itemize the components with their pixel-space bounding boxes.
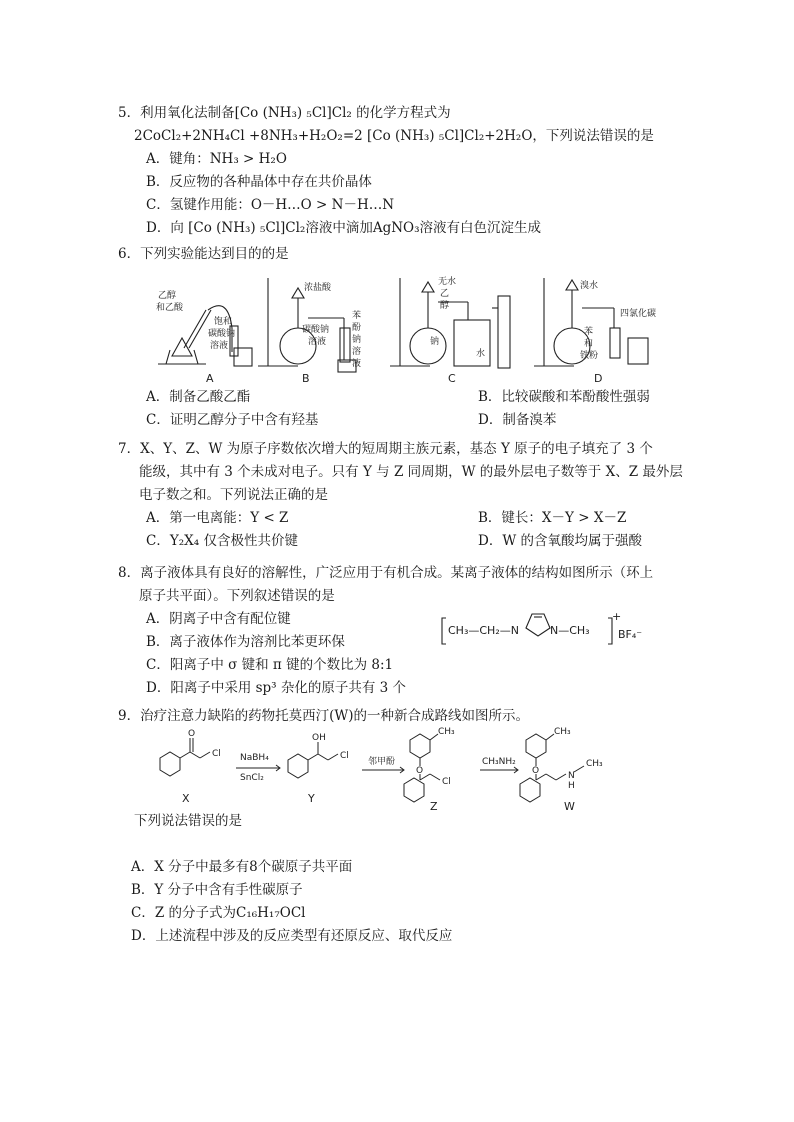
q6-apparatus-figure: [148, 268, 668, 388]
z-ch3: CH₃: [438, 727, 455, 737]
q8-option-b: B．离子液体作为溶剂比苯更环保: [146, 634, 345, 650]
anion-bf4: BF₄⁻: [618, 628, 643, 641]
q7-option-b: B．键长：X－Y > X－Z: [478, 510, 627, 526]
fig-c-label-anhydrous: 无水: [438, 277, 457, 287]
fig-a-label-sodium-carbonate: 碳酸钠: [208, 329, 236, 339]
w-n: N: [568, 771, 575, 781]
q7-option-d: D．W 的含氧酸均属于强酸: [478, 533, 642, 549]
q9-option-c: C．Z 的分子式为C₁₆H₁₇OCl: [131, 905, 306, 921]
q7-stem-line1: 7．X、Y、Z、W 为原子序数依次增大的短周期主族元素，基态 Y 原子的电子填充了 3 个: [118, 441, 653, 457]
fig-d-label-bromine-water: 溴水: [580, 281, 599, 291]
q7-stem-line3: 电子数之和。下列说法正确的是: [139, 487, 328, 503]
w-ch3-n: CH₃: [586, 759, 603, 769]
fig-a-label-solution: 溶液: [210, 341, 229, 351]
z-cl: Cl: [442, 777, 451, 787]
fig-c-label-ethanol1: 乙: [440, 289, 450, 299]
fig-d-label-and: 和: [584, 339, 594, 349]
q8-option-a: A．阴离子中含有配位键: [146, 611, 291, 627]
reagent-ch3nh2: CH₃NH₂: [482, 757, 516, 767]
q5-option-a: A．键角：NH₃ > H₂O: [146, 151, 287, 167]
fig-d-label-ccl4: 四氯化碳: [620, 309, 657, 319]
q9-option-b: B．Y 分子中含有手性碳原子: [131, 882, 303, 898]
cation-right-group: N—CH₃: [550, 624, 590, 637]
q9-synthesis-route: [140, 726, 660, 812]
fig-c-letter: C: [448, 372, 456, 385]
fig-c-label-ethanol2: 醇: [440, 301, 450, 311]
q5-option-d: D．向 [Co (NH₃) ₅Cl]Cl₂溶液中滴加AgNO₃溶液有白色沉淀生成: [146, 220, 542, 236]
fig-b-label-phenol4: 溶: [352, 347, 362, 357]
x-carbonyl-o: O: [188, 729, 196, 739]
q6-option-a: A．制备乙酸乙酯: [146, 389, 251, 405]
q5-stem-line2: 2CoCl₂+2NH₄Cl +8NH₃+H₂O₂=2 [Co (NH₃) ₅Cl]Cl₂+2H₂O，下列说法错误的是: [134, 128, 654, 144]
y-oh: OH: [312, 733, 326, 743]
fig-d-label-iron: 铁粉: [580, 351, 599, 361]
label-w: W: [564, 800, 575, 812]
label-x: X: [182, 792, 190, 805]
w-h: H: [568, 781, 575, 791]
fig-d-label-benzene: 苯: [584, 327, 594, 337]
fig-c-label-sodium: 钠: [430, 337, 440, 347]
reagent-sncl2: SnCl₂: [240, 773, 264, 783]
q7-option-c: C．Y₂X₄ 仅含极性共价键: [146, 533, 298, 549]
q6-stem: 6．下列实验能达到目的的是: [118, 246, 289, 262]
q9-option-a: A．X 分子中最多有8个碳原子共平面: [131, 859, 353, 875]
q7-option-a: A．第一电离能：Y < Z: [146, 510, 289, 526]
fig-c-label-water: 水: [476, 349, 486, 359]
w-ch3-ring: CH₃: [554, 727, 571, 737]
fig-b-label-phenol5: 液: [352, 359, 362, 369]
q5-option-b: B．反应物的各种晶体中存在共价晶体: [146, 174, 372, 190]
cation-charge: +: [612, 610, 622, 623]
fig-b-label-solution: 溶液: [308, 337, 327, 347]
q6-option-d: D．制备溴苯: [478, 412, 557, 428]
z-o: O: [416, 766, 424, 776]
q8-stem-line1: 8．离子液体具有良好的溶解性，广泛应用于有机合成。某离子液体的结构如图所示（环上: [118, 565, 654, 581]
q8-ionic-liquid-structure: [440, 604, 650, 652]
fig-b-letter: B: [302, 372, 310, 385]
fig-b-label-phenol1: 苯: [352, 311, 362, 321]
fig-a-letter: A: [206, 372, 214, 385]
fig-b-label-hcl: 浓盐酸: [304, 283, 332, 293]
q9-question: 下列说法错误的是: [134, 813, 242, 829]
q5-option-c: C．氢键作用能：O－H…O > N－H…N: [146, 197, 395, 213]
q5-stem-line1: 5．利用氧化法制备[Co (NH₃) ₅Cl]Cl₂ 的化学方程式为: [118, 105, 451, 121]
q7-stem-line2: 能级，其中有 3 个未成对电子。只有 Y 与 Z 同周期，W 的最外层电子数等于 X、Z 最外层: [139, 464, 683, 480]
fig-b-label-phenol3: 钠: [352, 335, 362, 345]
fig-b-label-na2co3: 碳酸钠: [302, 325, 330, 335]
q9-stem: 9．治疗注意力缺陷的药物托莫西汀(W)的一种新合成路线如图所示。: [118, 708, 529, 724]
reagent-nabh4: NaBH₄: [240, 753, 269, 763]
y-cl: Cl: [340, 751, 349, 761]
fig-a-label-acetic-acid: 和乙酸: [156, 303, 184, 313]
fig-a-label-ethanol: 乙醇: [158, 291, 177, 301]
q8-option-d: D．阳离子中采用 sp³ 杂化的原子共有 3 个: [146, 680, 407, 696]
label-y: Y: [308, 792, 315, 805]
q8-stem-line2: 原子共平面）。下列叙述错误的是: [139, 588, 335, 604]
fig-b-label-phenol2: 酚: [352, 323, 362, 333]
q6-option-c: C．证明乙醇分子中含有羟基: [146, 412, 319, 428]
cation-left-group: CH₃—CH₂—N: [448, 624, 519, 637]
fig-d-letter: D: [594, 372, 603, 385]
q6-option-b: B．比较碳酸和苯酚酸性强弱: [478, 389, 650, 405]
fig-a-label-saturated: 饱和: [214, 317, 233, 327]
x-cl: Cl: [212, 749, 221, 759]
q8-option-c: C．阳离子中 σ 键和 π 键的个数比为 8:1: [146, 657, 394, 673]
w-o: O: [532, 766, 540, 776]
q9-option-d: D．上述流程中涉及的反应类型有还原反应、取代反应: [131, 928, 453, 944]
reagent-o-cresol: 邻甲酚: [368, 757, 396, 767]
label-z: Z: [430, 800, 438, 812]
